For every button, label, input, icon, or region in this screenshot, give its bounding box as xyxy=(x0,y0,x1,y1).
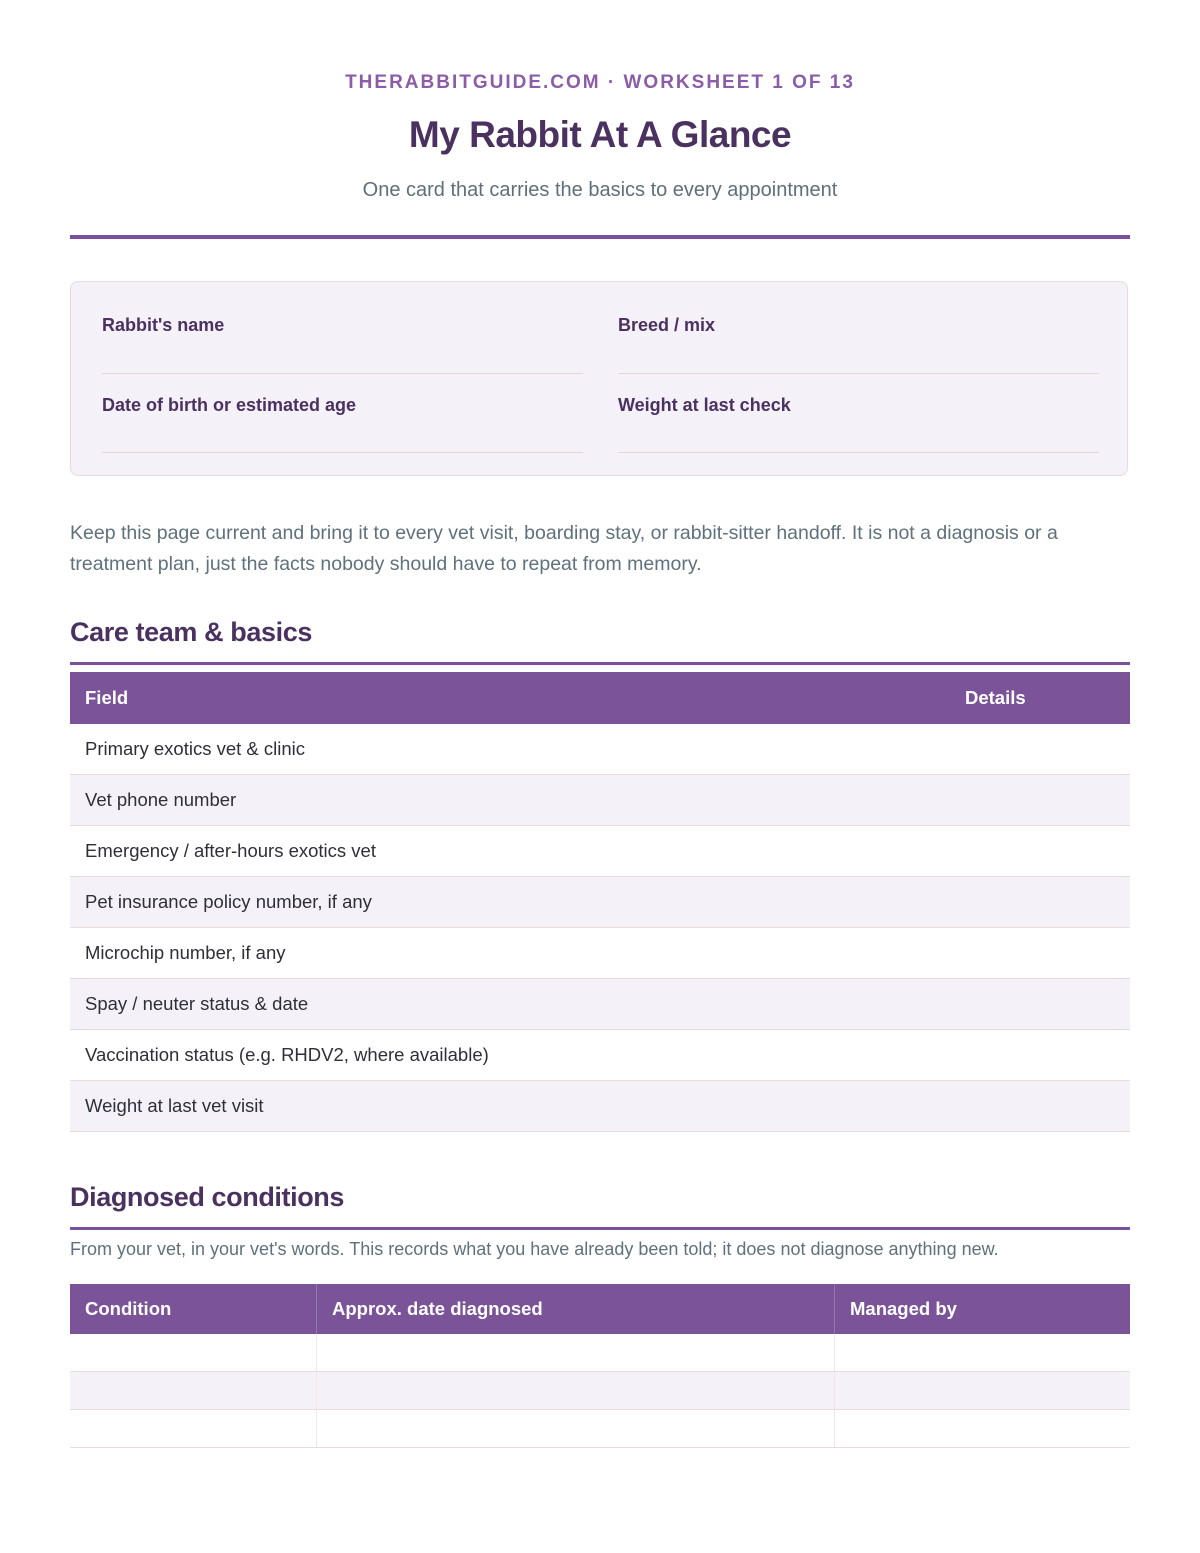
condition-cell[interactable] xyxy=(70,1410,317,1448)
table-row xyxy=(70,1372,1130,1410)
details-cell[interactable] xyxy=(950,1081,1130,1132)
weight-label: Weight at last check xyxy=(618,395,791,415)
field-cell: Pet insurance policy number, if any xyxy=(70,877,950,928)
field-cell: Emergency / after-hours exotics vet xyxy=(70,826,950,877)
column-header-details: Details xyxy=(950,672,1130,724)
field-cell: Primary exotics vet & clinic xyxy=(70,724,950,775)
conditions-header-row xyxy=(70,1284,1130,1334)
table-row xyxy=(70,1081,1130,1132)
rabbit-name-label: Rabbit's name xyxy=(102,315,225,335)
page-subtitle: One card that carries the basics to every appointment xyxy=(362,179,838,201)
table-row xyxy=(70,877,1130,928)
birth-age-field[interactable] xyxy=(102,395,583,416)
managed-by-cell[interactable] xyxy=(835,1372,1131,1410)
table-row xyxy=(70,724,1130,775)
date-cell[interactable] xyxy=(317,1372,835,1410)
column-header-condition: Condition xyxy=(70,1284,317,1334)
details-cell[interactable] xyxy=(950,826,1130,877)
table-row xyxy=(70,1030,1130,1081)
details-cell[interactable] xyxy=(950,1030,1130,1081)
conditions-heading: Diagnosed conditions xyxy=(70,1182,345,1212)
field-cell: Spay / neuter status & date xyxy=(70,979,950,1030)
rabbit-name-field[interactable] xyxy=(102,315,583,336)
details-cell[interactable] xyxy=(950,724,1130,775)
field-cell: Weight at last vet visit xyxy=(70,1081,950,1132)
table-row xyxy=(70,979,1130,1030)
breed-field[interactable] xyxy=(618,315,1099,336)
rabbit-name-line xyxy=(102,373,583,374)
care-team-header-row xyxy=(70,672,1130,724)
condition-cell[interactable] xyxy=(70,1372,317,1410)
worksheet-eyebrow: THERABBITGUIDE.COM · WORKSHEET 1 OF 13 xyxy=(345,72,855,93)
intro-paragraph: Keep this page current and bring it to every vet visit, boarding stay, or rabbit-sitter handoff. It is not a diagnosis or a treatment plan, just the facts nobody should have to repeat from memory. xyxy=(70,522,1058,575)
field-cell: Microchip number, if any xyxy=(70,928,950,979)
field-cell: Vaccination status (e.g. RHDV2, where available) xyxy=(70,1030,950,1081)
details-cell[interactable] xyxy=(950,979,1130,1030)
column-header-date-diagnosed: Approx. date diagnosed xyxy=(317,1284,835,1334)
column-header-field: Field xyxy=(70,672,950,724)
breed-label: Breed / mix xyxy=(618,315,716,335)
header-divider xyxy=(70,235,1130,239)
rabbit-id-card xyxy=(70,281,1128,476)
column-header-managed-by: Managed by xyxy=(835,1284,1131,1334)
care-team-rule xyxy=(70,662,1130,665)
managed-by-cell[interactable] xyxy=(835,1410,1131,1448)
table-row xyxy=(70,775,1130,826)
weight-line xyxy=(618,452,1099,453)
conditions-table xyxy=(70,1284,1130,1448)
field-cell: Vet phone number xyxy=(70,775,950,826)
condition-cell[interactable] xyxy=(70,1334,317,1372)
details-cell[interactable] xyxy=(950,877,1130,928)
date-cell[interactable] xyxy=(317,1334,835,1372)
table-row xyxy=(70,826,1130,877)
conditions-rule xyxy=(70,1227,1130,1230)
date-cell[interactable] xyxy=(317,1410,835,1448)
care-team-heading: Care team & basics xyxy=(70,617,312,647)
details-cell[interactable] xyxy=(950,775,1130,826)
table-row xyxy=(70,1410,1130,1448)
page-title: My Rabbit At A Glance xyxy=(408,114,792,155)
details-cell[interactable] xyxy=(950,928,1130,979)
birth-age-line xyxy=(102,452,583,453)
birth-age-label: Date of birth or estimated age xyxy=(102,395,357,415)
managed-by-cell[interactable] xyxy=(835,1334,1131,1372)
care-team-table xyxy=(70,672,1130,1132)
weight-field[interactable] xyxy=(618,395,1099,416)
table-row xyxy=(70,928,1130,979)
conditions-note: From your vet, in your vet's words. This records what you have already been told; it does not diagnose anything new. xyxy=(70,1239,999,1259)
table-row xyxy=(70,1334,1130,1372)
breed-line xyxy=(618,373,1099,374)
